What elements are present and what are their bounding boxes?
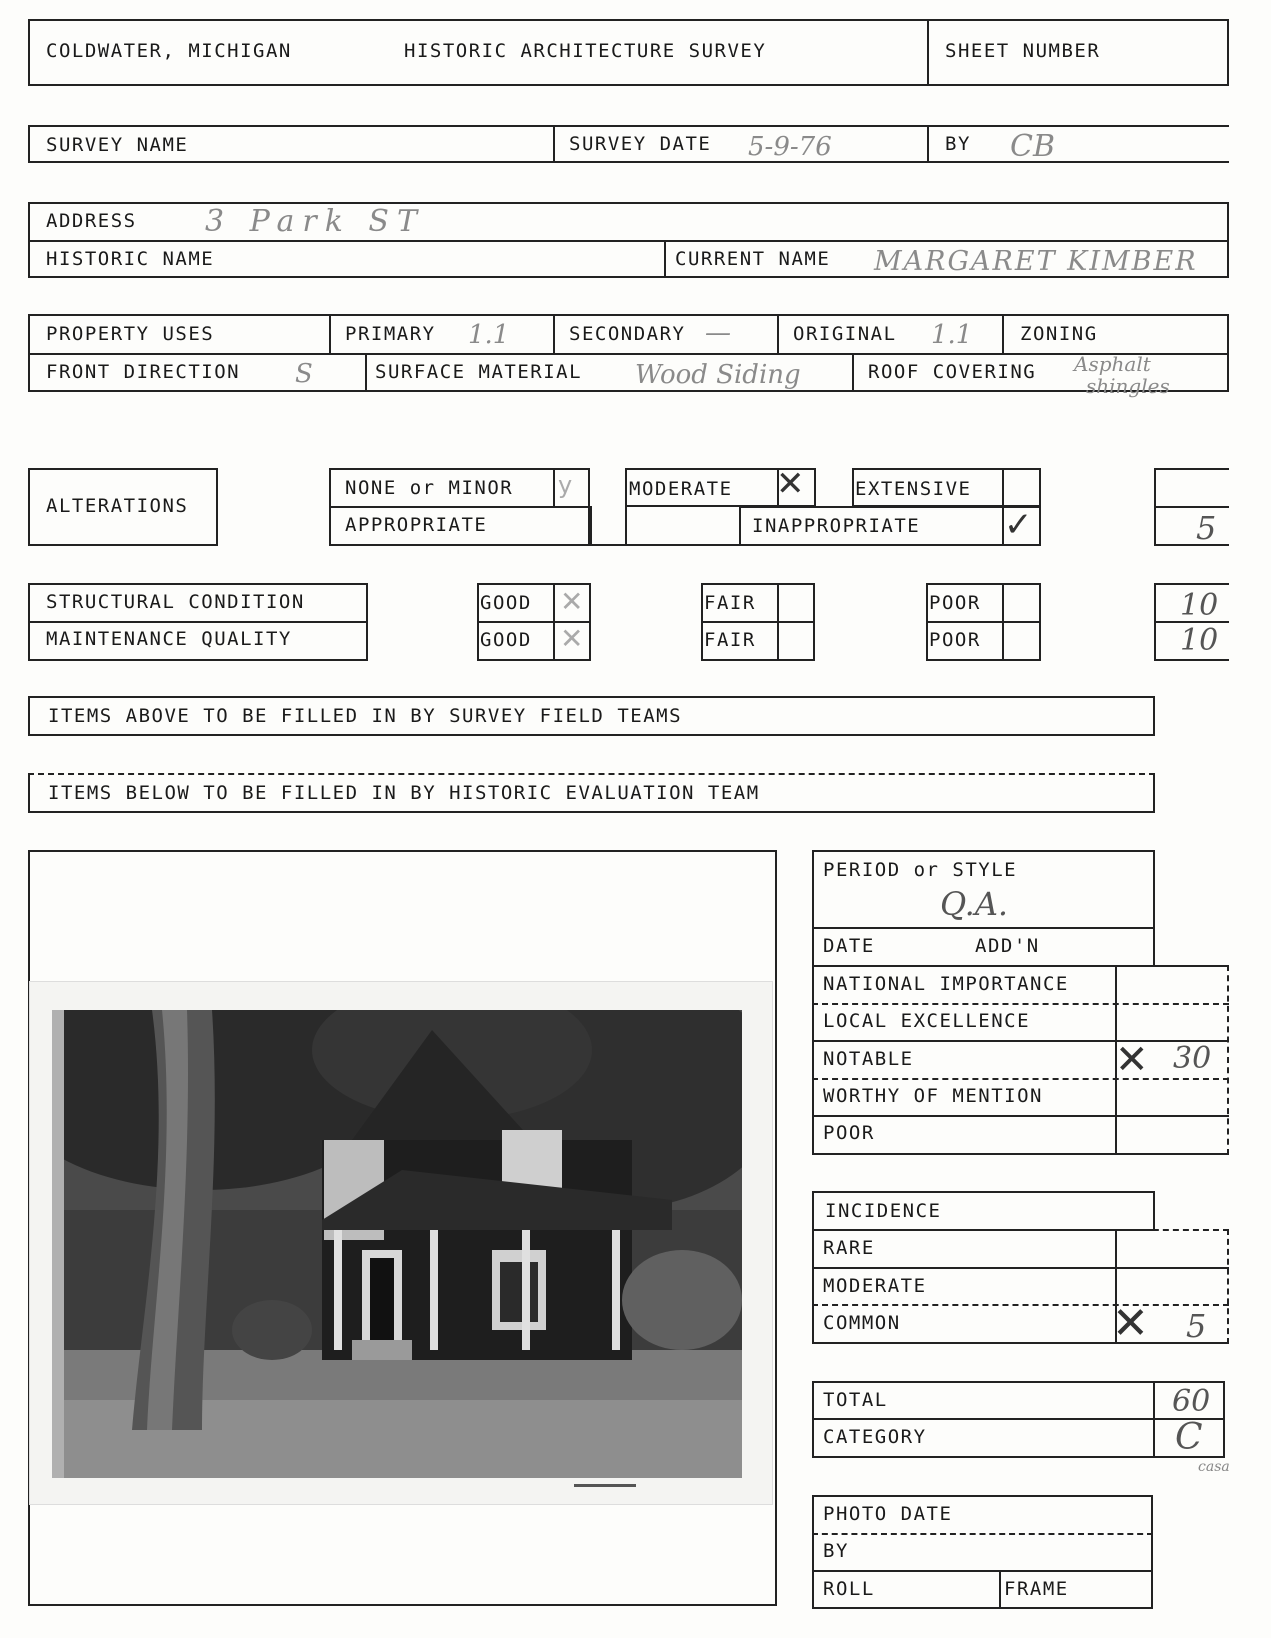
secondary-value: — — [705, 318, 731, 348]
inappropriate-label: INAPPROPRIATE — [752, 515, 921, 537]
survey-by-value: CB — [1010, 129, 1055, 164]
property-uses-label: PROPERTY USES — [46, 323, 215, 345]
period-value: Q.A. — [940, 885, 1009, 923]
eval-hline-4 — [812, 1078, 1229, 1080]
primary-value: 1.1 — [468, 320, 510, 350]
local-excellence-label: LOCAL EXCELLENCE — [823, 1010, 1031, 1032]
original-label: ORIGINAL — [793, 323, 897, 345]
maintenance-fair-label: FAIR — [704, 629, 756, 651]
alterations-score: 5 — [1196, 509, 1217, 547]
maintenance-good-check: ✕ — [560, 622, 584, 655]
photo-by-label: BY — [823, 1540, 849, 1562]
photo-date-label: PHOTO DATE — [823, 1503, 953, 1525]
property-div-1 — [329, 314, 331, 353]
incidence-hline-1 — [812, 1229, 1229, 1231]
national-importance-label: NATIONAL IMPORTANCE — [823, 973, 1069, 995]
alterations-label: ALTERATIONS — [46, 495, 189, 517]
eval-right-edge — [1227, 965, 1229, 1155]
eval-hline-2 — [812, 1003, 1229, 1005]
extensive-check-divider — [1002, 468, 1004, 507]
addn-label: ADD'N — [975, 935, 1040, 957]
maintenance-quality-label: MAINTENANCE QUALITY — [46, 628, 292, 650]
appropriate-label: APPROPRIATE — [345, 514, 488, 536]
roof-covering-value-1: Asphalt — [1074, 352, 1151, 376]
property-div-4 — [1002, 314, 1004, 353]
survey-date-label: SURVEY DATE — [569, 133, 712, 155]
moderate-label: MODERATE — [629, 478, 733, 500]
notable-check-mark: ✕ — [1115, 1037, 1149, 1083]
survey-divider-2 — [927, 125, 929, 163]
front-direction-value: S — [295, 359, 313, 389]
condition-label-hline — [28, 621, 368, 623]
category-note: casa — [1198, 1459, 1230, 1475]
inappropriate-check-mark: ✓ — [1004, 505, 1033, 545]
structural-good-label: GOOD — [480, 592, 532, 614]
eval-hline-1 — [812, 965, 1229, 967]
worthy-label: WORTHY OF MENTION — [823, 1085, 1043, 1107]
moderate-bottom-left — [625, 506, 627, 546]
good-check-divider — [553, 583, 555, 661]
fair-check-divider — [777, 583, 779, 661]
surface-material-value: Wood Siding — [635, 360, 801, 390]
total-label: TOTAL — [823, 1389, 888, 1411]
incidence-hline-3 — [812, 1304, 1229, 1306]
fair-hline — [701, 621, 815, 623]
property-hline — [28, 353, 1229, 355]
header-divider — [927, 19, 929, 86]
header-city: COLDWATER, MICHIGAN — [46, 40, 292, 62]
incidence-label: INCIDENCE — [825, 1200, 942, 1222]
inappropriate-right — [1039, 468, 1041, 546]
surface-material-label: SURFACE MATERIAL — [375, 361, 583, 383]
evaluation-date-right — [1153, 927, 1155, 967]
rare-label: RARE — [823, 1237, 875, 1259]
appropriate-check-divider — [590, 506, 592, 546]
survey-divider-1 — [553, 125, 555, 163]
structural-score: 10 — [1180, 588, 1219, 623]
address-divider — [664, 240, 666, 278]
note-above: ITEMS ABOVE TO BE FILLED IN BY SURVEY FIELD TEAMS — [48, 705, 683, 727]
structural-fair-label: FAIR — [704, 592, 756, 614]
maintenance-score: 10 — [1180, 623, 1219, 658]
address-hline — [28, 240, 1229, 242]
eval-hline-6 — [812, 1153, 1229, 1155]
inappropriate-left — [739, 506, 741, 546]
property-div-5 — [365, 353, 367, 392]
original-value: 1.1 — [931, 320, 973, 350]
none-minor-hline — [329, 506, 590, 508]
common-label: COMMON — [823, 1312, 901, 1334]
property-div-3 — [777, 314, 779, 353]
historic-name-label: HISTORIC NAME — [46, 248, 215, 270]
none-minor-label: NONE or MINOR — [345, 477, 514, 499]
house-photo-image — [52, 1010, 742, 1478]
incidence-right-edge — [1227, 1229, 1229, 1344]
moderate-check-mark: ✕ — [776, 464, 805, 504]
inappropriate-bottom — [590, 544, 1041, 546]
inappropriate-top — [739, 506, 1041, 508]
maintenance-poor-label: POOR — [929, 629, 981, 651]
header-title: HISTORIC ARCHITECTURE SURVEY — [404, 40, 767, 62]
frame-label: FRAME — [1004, 1578, 1069, 1600]
incidence-moderate-label: MODERATE — [823, 1275, 927, 1297]
note-below: ITEMS BELOW TO BE FILLED IN BY HISTORIC EVALUATION TEAM — [48, 782, 760, 804]
poor-hline — [926, 621, 1041, 623]
none-minor-check-divider — [553, 468, 555, 507]
property-div-6 — [852, 353, 854, 392]
secondary-label: SECONDARY — [569, 323, 686, 345]
current-name-label: CURRENT NAME — [675, 248, 831, 270]
survey-by-label: BY — [945, 133, 971, 155]
structural-good-check: ✕ — [560, 585, 584, 618]
primary-label: PRIMARY — [345, 323, 436, 345]
eval-poor-label: POOR — [823, 1122, 875, 1144]
maintenance-good-label: GOOD — [480, 629, 532, 651]
alterations-score-hline — [1154, 506, 1229, 508]
eval-hline-3 — [812, 1040, 1229, 1042]
survey-date-value: 5-9-76 — [748, 132, 832, 162]
category-value: C — [1175, 1417, 1203, 1458]
extensive-label: EXTENSIVE — [855, 478, 972, 500]
house-photo — [52, 1010, 742, 1478]
category-label: CATEGORY — [823, 1426, 927, 1448]
current-name-value: MARGARET KIMBER — [874, 246, 1198, 277]
structural-poor-label: POOR — [929, 592, 981, 614]
notable-score: 30 — [1173, 1041, 1212, 1076]
period-label: PERIOD or STYLE — [823, 859, 1018, 881]
total-value: 60 — [1172, 1384, 1211, 1419]
poor-check-divider — [1002, 583, 1004, 661]
photo-info-hline-2 — [812, 1570, 1153, 1572]
totals-divider — [1153, 1381, 1155, 1458]
incidence-hline-2 — [812, 1267, 1229, 1269]
structural-condition-label: STRUCTURAL CONDITION — [46, 591, 305, 613]
photo-tape-mark — [574, 1484, 636, 1487]
roll-frame-divider — [999, 1570, 1001, 1609]
front-direction-label: FRONT DIRECTION — [46, 361, 241, 383]
roof-covering-label: ROOF COVERING — [868, 361, 1037, 383]
common-check-mark: ✕ — [1112, 1298, 1149, 1349]
date-label: DATE — [823, 935, 875, 957]
zoning-label: ZONING — [1020, 323, 1098, 345]
roll-label: ROLL — [823, 1578, 875, 1600]
address-label: ADDRESS — [46, 210, 137, 232]
property-div-2 — [553, 314, 555, 353]
sheet-number-label: SHEET NUMBER — [945, 40, 1101, 62]
totals-hline — [812, 1418, 1225, 1420]
survey-name-label: SURVEY NAME — [46, 134, 189, 156]
photo-info-hline-1 — [812, 1533, 1153, 1535]
common-score: 5 — [1186, 1307, 1207, 1345]
eval-hline-5 — [812, 1115, 1229, 1117]
roof-covering-value-2: shingles — [1086, 374, 1170, 398]
none-minor-check-mark: y — [558, 471, 573, 499]
notable-label: NOTABLE — [823, 1048, 914, 1070]
address-value: 3 Park ST — [205, 204, 425, 239]
